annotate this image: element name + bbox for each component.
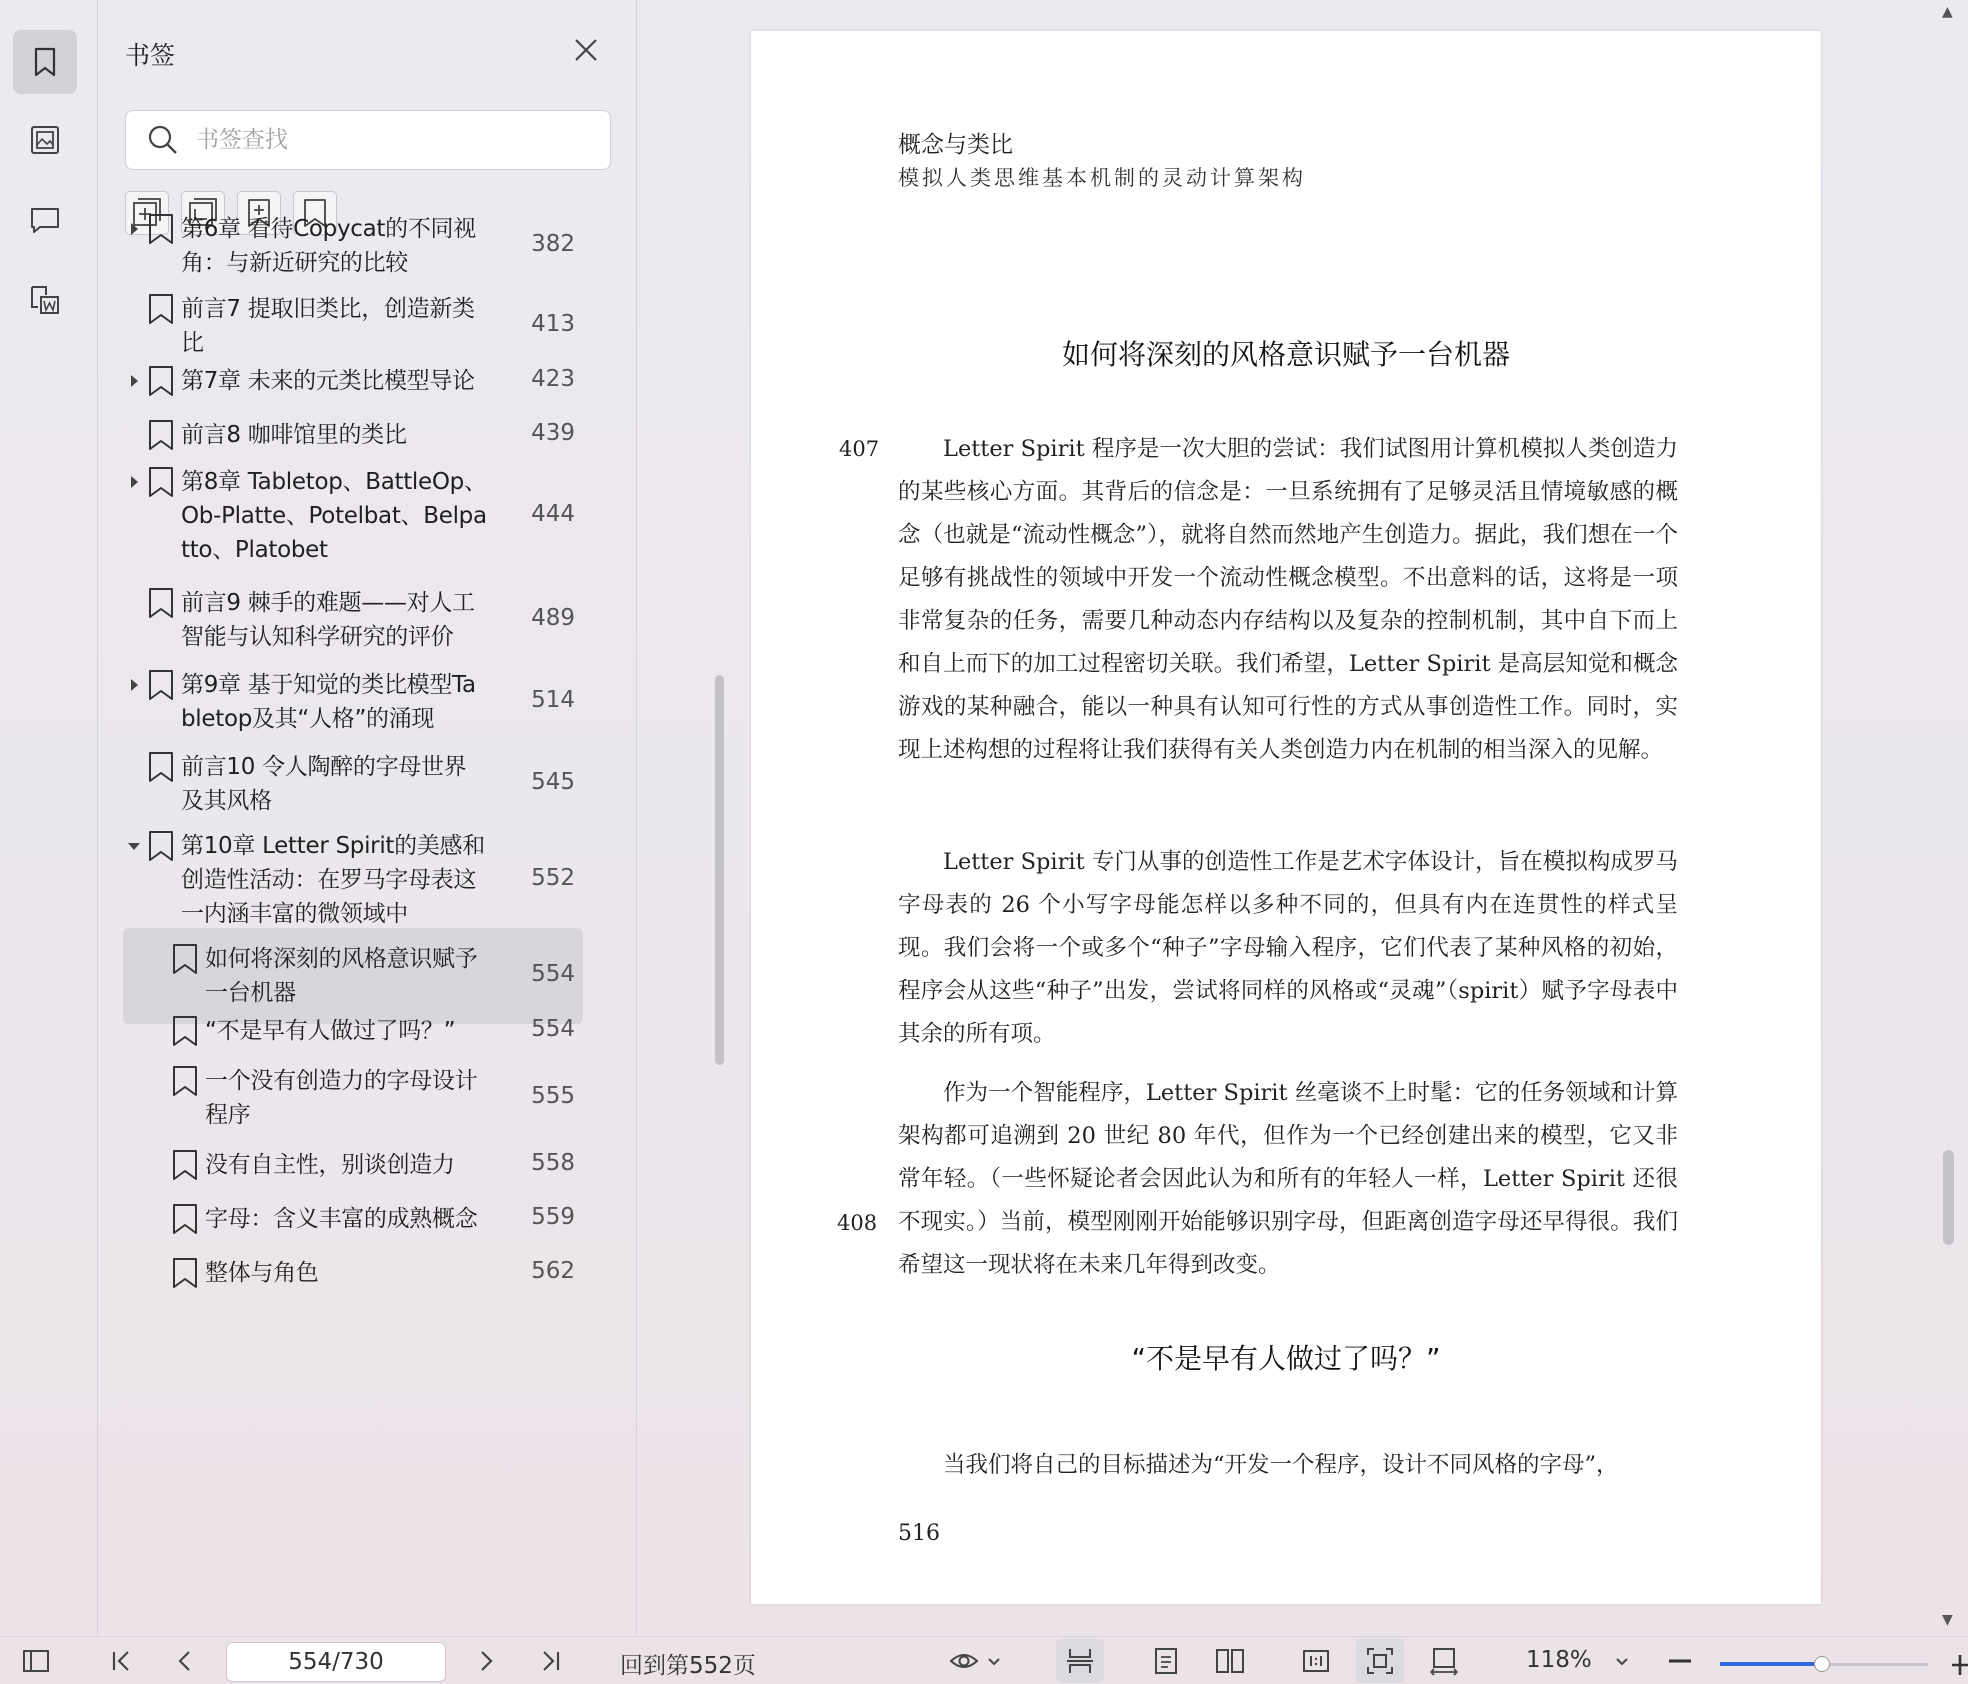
bookmark-title [181,465,487,567]
bookmark-title-line: 及其风格 [181,788,272,814]
bookmark-icon [171,1014,199,1048]
bookmark-icon [28,45,62,79]
expanded-arrow-icon[interactable] [127,839,141,853]
bookmark-icon [147,586,175,620]
bookmark-search [125,110,611,170]
bookmark-page-number: 489 [531,605,575,631]
bookmark-icon [171,1202,199,1236]
bookmark-title-line: 前言9 棘手的难题——对人工 [181,590,475,616]
collapsed-arrow-icon[interactable] [127,222,141,236]
bookmark-page-number: 545 [531,769,575,795]
bookmark-title-line: 第8章 Tabletop、BattleOp、 [181,469,487,495]
bookmark-item[interactable] [123,1004,583,1058]
section-heading: 如何将深刻的风格意识赋予一台机器 [1061,338,1510,371]
bookmark-title [181,750,466,818]
bookmark-title [181,418,407,452]
continuous-page-icon[interactable] [1064,1645,1096,1677]
zoom-slider-handle[interactable] [1814,1656,1830,1672]
next-page-icon[interactable] [470,1645,502,1677]
bookmark-item[interactable] [123,462,583,570]
annotation-panel-button[interactable] [13,188,77,252]
bookmark-title [205,1256,319,1290]
double-page-icon[interactable] [1214,1645,1246,1677]
bookmark-icon [171,1064,199,1098]
zoom-out-icon[interactable] [1664,1645,1696,1677]
bookmark-item[interactable] [123,408,583,462]
bookmark-title [181,212,476,280]
page-number: 516 [898,1521,940,1546]
zoom-level[interactable]: 118% [1526,1647,1592,1673]
bookmark-title-line: 第10章 Letter Spirit的美感和 [181,833,485,859]
search-icon [146,123,180,157]
image-icon [28,123,62,157]
bookmark-title-line: 创造性活动：在罗马字母表这 [181,867,477,893]
bookmark-title-line: 字母：含义丰富的成熟概念 [205,1206,478,1232]
bookmark-page-number: 559 [531,1204,575,1230]
bookmark-panel-button[interactable] [13,30,77,94]
bookmark-title [205,942,477,1010]
bookmark-page-number: 444 [531,501,575,527]
bookmark-title-line: 智能与认知科学研究的评价 [181,624,454,650]
collapsed-arrow-icon[interactable] [127,678,141,692]
bookmark-icon [171,942,199,976]
convert-panel-button[interactable] [13,268,77,332]
back-to-page-link[interactable]: 回到第552页 [620,1653,756,1679]
bookmark-item[interactable] [123,744,583,824]
panel-title: 书签 [125,41,176,70]
bookmark-panel [99,0,637,1636]
bookmark-title [205,1202,477,1236]
bookmark-title [181,829,485,931]
bookmark-page-number: 555 [531,1083,575,1109]
bookmark-title-line: 一内涵丰富的微领域中 [181,901,409,927]
bookmark-item[interactable] [123,662,583,742]
paragraph: Letter Spirit 专门从事的创造性工作是艺术字体设计，旨在模拟构成罗马字母表的 26 个小写字母能怎样以多种不同的，但具有内在连贯性的样式呈现。我们会将一个或多个“种子”字母输入程序，它们代表了某种风格的初始，程序会从这些“种子”出发，尝试将同样的风格或“灵魂”（spirit）赋予字母表中其余的所有项。 [898,849,1678,1047]
bookmark-title [181,586,475,654]
bookmark-title [181,668,476,736]
bookmark-title-line: Ob-Platte、Potelbat、Belpa [181,503,487,529]
bookmark-item[interactable] [123,1246,583,1300]
previous-page-icon[interactable] [169,1645,201,1677]
bookmark-title [181,292,475,360]
collapsed-arrow-icon[interactable] [127,374,141,388]
bookmark-icon [147,465,175,499]
fit-page-icon[interactable] [1364,1645,1396,1677]
bookmark-title-line: 第7章 未来的元类比模型导论 [181,368,475,394]
bookmark-page-number: 413 [531,311,575,337]
bookmark-icon [147,668,175,702]
bookmark-icon [171,1256,199,1290]
bookmark-list [99,216,619,1636]
single-page-icon[interactable] [1150,1645,1182,1677]
bookmark-title-line: 前言8 咖啡馆里的类比 [181,422,407,448]
bookmark-title-line: bletop及其“人格”的涌现 [181,706,435,732]
bookmark-item[interactable] [123,354,583,408]
bookmark-item[interactable] [123,580,583,660]
bookmark-item[interactable] [123,206,583,286]
bookmark-item[interactable] [123,826,583,934]
paragraph: Letter Spirit 程序是一次大胆的尝试：我们试图用计算机模拟人类创造力的某些核心方面。其背后的信念是：一旦系统拥有了足够灵活且情境敏感的概念（也就是“流动性概念”），就将自然而然地产生创造力。据此，我们想在一个足够有挑战性的领域中开发一个流动性概念模型。不出意料的话，这将是一项非常复杂的任务，需要几种动态内存结构以及复杂的控制机制，其中自下而上和自上而下的加工过程密切关联。我们希望，Letter Spirit 是高层知觉和概念游戏的某种融合，能以一种具有认知可行性的方式从事创造性工作。同时，实现上述构想的过程将让我们获得有关人类创造力内在机制的相当深入的见解。 [898,436,1678,763]
bookmark-page-number: 554 [531,961,575,987]
bookmark-icon [147,750,175,784]
bookmark-icon [171,1148,199,1182]
bookmark-title-line: 一个没有创造力的字母设计 [205,1068,478,1094]
bookmark-title-line: “不是早有人做过了吗？” [205,1018,456,1044]
bookmark-page-number: 423 [531,366,575,392]
bookmark-title-line: 没有自主性，别谈创造力 [205,1152,455,1178]
bookmark-title-line: 如何将深刻的风格意识赋予 [205,946,478,972]
paragraph: 作为一个智能程序，Letter Spirit 丝毫谈不上时髦：它的任务领域和计算架构都可追溯到 20 世纪 80 年代，但作为一个已经创建出来的模型，它又非常年轻。（一些怀疑论者会因此认为和所有的年轻人一样，Letter Spirit 还很不现实。）当前，模型刚刚开始能够识别字母，但距离创造字母还早得很。我们希望这一现状将在未来几年得到改变。 [898,1080,1678,1278]
bookmark-icon [147,418,175,452]
margin-page-number: 407 [839,437,880,461]
bookmark-page-number: 554 [531,1016,575,1042]
bookmark-title-line: 前言10 令人陶醉的字母世界 [181,754,467,780]
paragraph: 当我们将自己的目标描述为“开发一个程序，设计不同风格的字母”， [943,1452,1619,1478]
section-heading: “不是早有人做过了吗？” [1131,1342,1441,1375]
bookmark-title-line: tto、Platobet [181,537,328,563]
bookmark-title [205,1064,477,1132]
bookmark-icon [147,292,175,326]
bookmark-title [205,1014,455,1048]
eye-icon[interactable] [948,1645,980,1677]
page-number-input[interactable] [226,1642,446,1682]
bookmark-item[interactable] [123,1058,583,1138]
status-bar [0,1636,1968,1684]
bookmark-page-number: 562 [531,1258,575,1284]
thumbnail-panel-button[interactable] [13,108,77,172]
bookmark-title-line: 整体与角色 [205,1260,319,1286]
bookmark-page-number: 382 [531,231,575,257]
first-page-icon[interactable] [106,1645,138,1677]
comment-icon [28,203,62,237]
scroll-down-arrow[interactable]: ▼ [1942,1612,1953,1628]
fit-width-icon[interactable] [1428,1645,1460,1677]
bookmark-title-line: 一台机器 [205,980,296,1006]
collapsed-arrow-icon[interactable] [127,475,141,489]
convert-word-icon [28,283,62,317]
chevron-down-icon[interactable] [986,1645,1002,1677]
bookmark-title-line: 程序 [205,1102,251,1128]
document-scrollbar[interactable] [1943,1150,1954,1245]
margin-page-number: 408 [837,1211,878,1235]
scroll-up-arrow[interactable]: ▲ [1942,4,1953,20]
zoom-slider-fill [1720,1662,1822,1666]
bookmark-title-line: 第6章 看待Copycat的不同视 [181,216,476,242]
bookmark-title-line: 角：与新近研究的比较 [181,250,409,276]
close-icon[interactable] [572,36,600,64]
sidebar-toggle-icon[interactable] [20,1645,52,1677]
bookmark-title-line: 前言7 提取旧类比，创造新类 [181,296,475,322]
running-subtitle: 模拟人类思维基本机制的灵动计算架构 [898,166,1306,190]
panel-scrollbar[interactable] [715,675,724,1065]
bookmark-page-number: 439 [531,420,575,446]
last-page-icon[interactable] [534,1645,566,1677]
document-page [751,31,1821,1604]
bookmark-page-number: 558 [531,1150,575,1176]
bookmark-title [205,1148,455,1182]
bookmark-icon [147,364,175,398]
bookmark-page-number: 552 [531,865,575,891]
bookmark-icon [147,829,175,863]
chevron-down-icon[interactable] [1614,1645,1630,1677]
bookmark-item[interactable] [123,1192,583,1246]
bookmark-icon [147,212,175,246]
running-title: 概念与类比 [898,132,1013,158]
bookmark-item[interactable] [123,1138,583,1192]
bookmark-page-number: 514 [531,687,575,713]
bookmark-title [181,364,475,398]
bookmark-search-input[interactable] [196,127,596,153]
bookmark-title-line: 比 [181,330,204,356]
actual-size-icon[interactable] [1300,1645,1332,1677]
left-rail [0,0,98,1636]
bookmark-title-line: 第9章 基于知觉的类比模型Ta [181,672,476,698]
zoom-in-icon[interactable] [1950,1652,1968,1678]
